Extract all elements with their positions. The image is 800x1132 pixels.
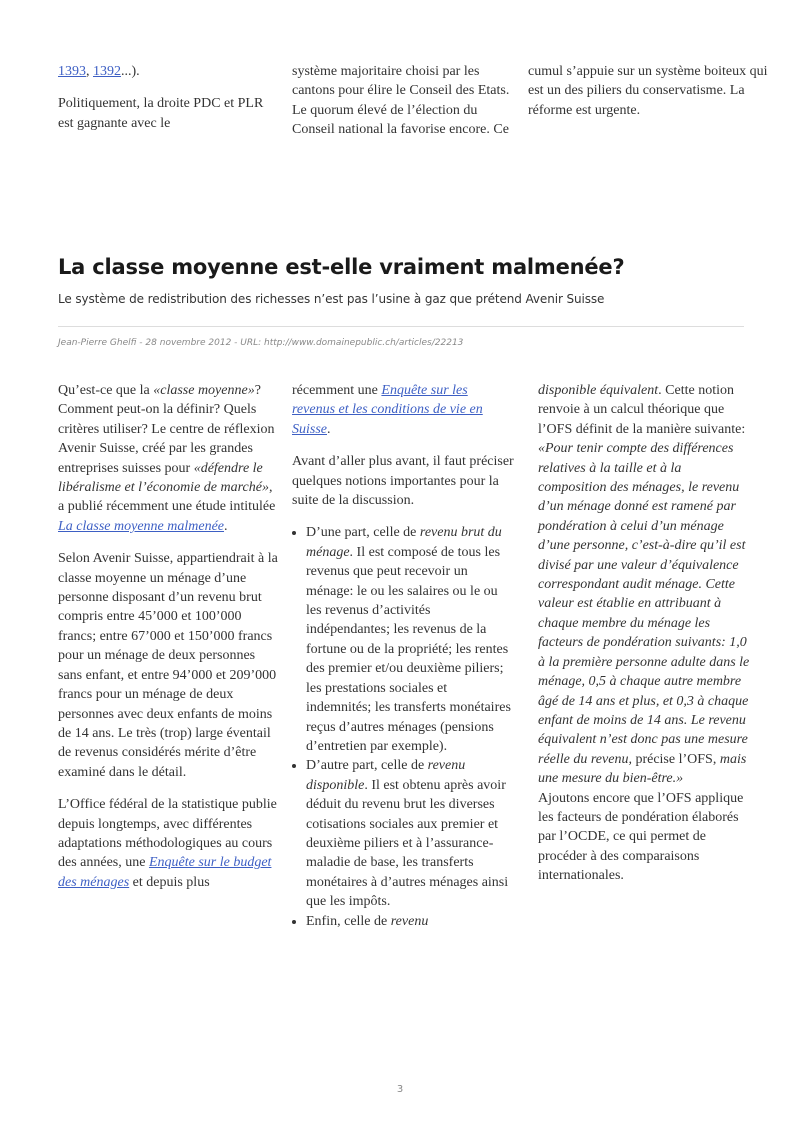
prev-article-column-3 (528, 62, 768, 133)
paragraph-enquete (292, 381, 514, 439)
article-title: La classe moyenne est-elle vraiment malmenée? (58, 255, 625, 279)
prev-article-paragraph: Politiquement, la droite PDC et PLR est gagnante avec le (58, 96, 264, 131)
prev-article-column-2 (292, 62, 512, 153)
article-column-1 (58, 381, 278, 905)
text-run: Ajoutons encore que l’OFS applique les facteurs de pondération élaborés par l’OCDE, ce qui permet de procéder à des comparaisons internationales. (538, 790, 744, 884)
text-run: L’Office fédéral de la statistique publie depuis longtemps, avec différentes adaptations méthodologiques au cours des années, une (58, 797, 277, 871)
list-item-revenu-brut (306, 523, 514, 756)
article-link-1393[interactable]: 1393 (58, 64, 86, 79)
prev-article-column-1 (58, 62, 276, 146)
page-number: 3 (396, 1084, 404, 1095)
list-item-revenu-disponible (306, 756, 514, 911)
text-run: ? Comment peut-on la définir? Quels critères utiliser? Le centre de réflexion Avenir Suisse, créé par les grandes entreprises suisses pour (58, 383, 275, 476)
paragraph-ofs (58, 795, 278, 892)
text-run: précise l’OFS, (631, 751, 720, 767)
article-link-1392[interactable]: 1392 (93, 64, 121, 79)
paragraph-notions: Avant d’aller plus avant, il faut préciser quelques notions importantes pour la suite de la discussion. (292, 454, 514, 509)
text-run: . Il est obtenu après avoir déduit du revenu brut les diverses cotisations sociales aux premier et deuxième piliers et à l’assurance-maladie de base, les transferts monétaires à d’autres ménages ainsi que les impôts. (306, 777, 509, 910)
quote-classe-moyenne: «classe moyenne» (153, 383, 255, 398)
article-subtitle: Le système de redistribution des richesses n’est pas l’usine à gaz que prétend Avenir Suisse (58, 292, 605, 306)
ofs-quote-end: mais une mesure du bien-être.» (538, 751, 747, 787)
text-run: D’une part, celle de (306, 525, 420, 541)
prev-article-refs (58, 62, 276, 81)
article-column-3 (538, 381, 750, 899)
term-revenu-disponible: revenu disponible (306, 758, 466, 793)
paragraph-definition: Selon Avenir Suisse, appartiendrait à la classe moyenne un ménage d’une personne disposant d’un revenu brut compris entre 45’000 et 100’000 francs; entre 67’000 et 150’000 francs pour un ménage de deux personnes sans enfant, et entre 94’000 et 209’000 francs pour un ménage de deux personnes avec deux enfants de moins de 14 ans. Le très (trop) large éventail de revenus considérés mérite d’être examiné dans le détail. (58, 551, 278, 780)
prev-article-paragraph-3: cumul s’appuie sur un système boiteux qui est un des piliers du conservatisme. La réforme est urgente. (528, 64, 768, 118)
text-run: . Cette notion renvoie à un calcul théorique que l’OFS définit de la manière suivante: (538, 383, 746, 437)
refs-separator: , (86, 64, 93, 79)
header-divider (58, 326, 744, 327)
refs-tail: ...). (121, 64, 140, 79)
notions-list (292, 523, 514, 931)
text-run: et depuis plus (129, 874, 210, 890)
article-column-2 (292, 381, 514, 931)
text-run: , a publié récemment une étude intitulée (58, 480, 276, 515)
term-disponible-equivalent: disponible équivalent (538, 383, 659, 398)
article-byline: Jean-Pierre Ghelfi - 28 novembre 2012 - URL: http://www.domainepublic.ch/articles/22213 (58, 338, 464, 348)
link-classe-moyenne-malmenee[interactable]: La classe moyenne malmenée (58, 518, 225, 534)
text-run: D’autre part, celle de (306, 758, 428, 774)
text-run: récemment une (292, 383, 382, 398)
paragraph-revenu-equivalent (538, 381, 750, 886)
link-enquete-revenus[interactable]: Enquête sur les revenus et les conditions de vie en Suisse (292, 383, 483, 437)
text-run: Enfin, celle de (306, 913, 391, 929)
link-enquete-budget-menages[interactable]: Enquête sur le budget des ménages (58, 855, 272, 890)
list-item-revenu-equivalent (306, 912, 514, 931)
text-run: . (327, 421, 331, 437)
term-revenu: revenu (390, 913, 429, 929)
term-revenu-brut: revenu brut du ménage (306, 525, 502, 560)
text-run: . (224, 518, 228, 534)
ofs-quote: «Pour tenir compte des différences relatives à la taille et à la composition des ménages, le revenu d’un ménage donné est ramené par pondération à celui d’un ménage d’une personne, c’est-à-dire qu’il est divisé par une valeur d’équivalence correspondant audit ménage. Cette valeur est établie en attribuant à chaque membre du ménage les facteurs de pondération suivants: 1,0 à la première personne adulte dans le ménage, 0,5 à chaque autre membre âgé de 14 ans et plus, et 0,3 à chaque enfant de moins de 14 ans. Le revenu équivalent n’est donc pas une mesure réelle du revenu, (538, 441, 750, 767)
text-run: . Il est composé de tous les revenus que peut recevoir un ménage: le ou les salaires ou le ou les revenus d’activités indépendantes; les revenus de la fortune ou de la propriété; les rentes des premier et/ou deuxième piliers; les prestations sociales et indemnités; les transferts monétaires reçus d’autres ménages (pensions d’entretien par exemple). (306, 544, 511, 754)
quote-liberalisme: «défendre le libéralisme et l’économie de marché» (58, 460, 269, 496)
prev-article-paragraph-2: système majoritaire choisi par les cantons pour élire le Conseil des Etats. Le quorum élevé de l’élection du Conseil national la favorise encore. Ce (292, 64, 510, 138)
paragraph-intro (58, 381, 278, 536)
text-run: Qu’est-ce que la (58, 383, 154, 398)
